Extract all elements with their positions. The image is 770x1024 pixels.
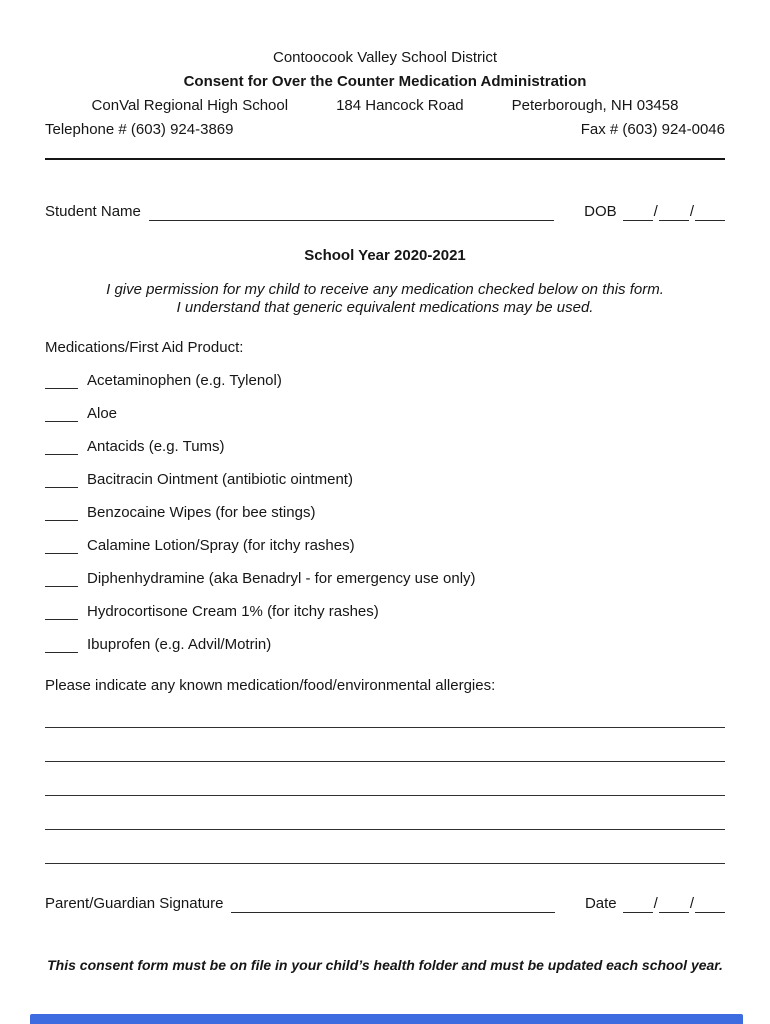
phone-fax-row [45,118,725,142]
medication-item-bacitracin [45,471,725,488]
dob-month-blank[interactable] [623,202,653,221]
street-address: 184 Hancock Road [336,97,464,114]
medication-checkbox-blank[interactable] [45,570,78,587]
medication-checkbox-blank[interactable] [45,438,78,455]
medication-checkbox-blank[interactable] [45,537,78,554]
allergy-write-line[interactable] [45,829,725,830]
signature-row [45,894,725,913]
medication-checkbox-blank[interactable] [45,471,78,488]
medication-item-aloe [45,405,725,422]
school-year-heading: School Year 2020-2021 [304,247,466,264]
medication-label: Ibuprofen (e.g. Advil/Motrin) [87,636,272,653]
medication-item-hydrocortisone [45,603,725,620]
header-divider [45,158,725,160]
medication-label: Benzocaine Wipes (for bee stings) [87,504,316,521]
medication-label: Aloe [87,405,118,422]
date-group [585,894,725,913]
student-name-label: Student Name [45,203,141,220]
medication-label: Diphenhydramine (aka Benadryl - for emergency use only) [87,570,476,587]
medication-item-antacids [45,438,725,455]
medication-checkbox-blank[interactable] [45,603,78,620]
bottom-bar [30,1014,743,1024]
school-name: ConVal Regional High School [91,97,289,114]
date-slash-1: / [653,895,658,912]
dob-slash-2: / [689,203,694,220]
form-title: Consent for Over the Counter Medication Administration [183,73,587,90]
date-slash-2: / [689,895,694,912]
medication-item-benzocaine [45,504,725,521]
medication-item-diphenhydramine [45,570,725,587]
student-name-input-line[interactable] [149,202,554,221]
footer-note: This consent form must be on file in your child’s health folder and must be updated each school year. [47,957,723,973]
district-name: Contoocook Valley School District [273,49,497,66]
medications-heading: Medications/First Aid Product: [45,339,244,356]
dob-label: DOB [584,203,617,220]
medication-checkbox-blank[interactable] [45,636,78,653]
date-year-blank[interactable] [695,894,725,913]
dob-day-blank[interactable] [659,202,689,221]
date-month-blank[interactable] [623,894,653,913]
allergies-write-in-area [45,727,725,864]
permission-statement [45,281,725,317]
medication-label: Antacids (e.g. Tums) [87,438,225,455]
allergy-write-line[interactable] [45,795,725,796]
school-address-row [45,94,725,118]
medication-checkbox-blank[interactable] [45,372,78,389]
permission-line-1: I give permission for my child to receive any medication checked below on this form. [106,281,664,298]
medication-item-acetaminophen [45,372,725,389]
allergies-label: Please indicate any known medication/food/environmental allergies: [45,677,496,694]
date-day-blank[interactable] [659,894,689,913]
date-label: Date [584,895,617,912]
signature-label: Parent/Guardian Signature [45,895,224,912]
medication-list [45,372,725,653]
allergy-write-line[interactable] [45,727,725,728]
medication-label: Hydrocortisone Cream 1% (for itchy rashes) [87,603,379,620]
city-state-zip: Peterborough, NH 03458 [511,97,679,114]
medication-checkbox-blank[interactable] [45,405,78,422]
medication-item-ibuprofen [45,636,725,653]
form-header [45,46,725,142]
allergy-write-line[interactable] [45,863,725,864]
medication-label: Calamine Lotion/Spray (for itchy rashes) [87,537,355,554]
dob-slash-1: / [653,203,658,220]
allergy-write-line[interactable] [45,761,725,762]
telephone-number: Telephone # (603) 924-3869 [45,121,234,138]
dob-group [584,202,725,221]
permission-line-2: I understand that generic equivalent medications may be used. [176,299,594,316]
medication-item-calamine [45,537,725,554]
signature-input-line[interactable] [231,894,555,913]
dob-year-blank[interactable] [695,202,725,221]
student-name-row [45,202,725,221]
medication-checkbox-blank[interactable] [45,504,78,521]
medication-label: Bacitracin Ointment (antibiotic ointment) [87,471,353,488]
medication-label: Acetaminophen (e.g. Tylenol) [87,372,282,389]
fax-number: Fax # (603) 924-0046 [580,121,725,138]
